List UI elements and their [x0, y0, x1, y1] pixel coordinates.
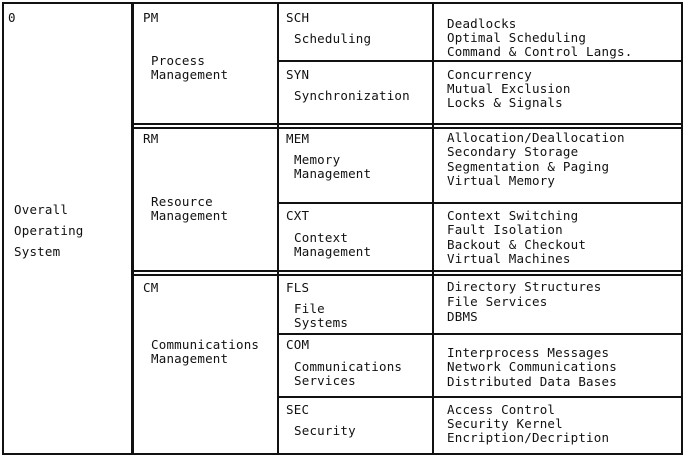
sub-name-fls-line-1: File [294, 301, 325, 316]
sub-divider-com-sec [279, 396, 683, 398]
sub-code-sec: SEC [286, 402, 310, 417]
item-fls-3: DBMS [447, 309, 478, 324]
sub-name-cxt-line-2: Management [294, 244, 372, 259]
item-cxt-4: Virtual Machines [447, 251, 571, 266]
item-sch-3: Command & Control Langs. [447, 44, 633, 59]
sub-code-mem: MEM [286, 131, 310, 146]
sub-name-mem-line-1: Memory [294, 152, 341, 167]
item-cxt-2: Fault Isolation [447, 222, 563, 237]
item-mem-2: Secondary Storage [447, 144, 579, 159]
group-divider-rm-cm-b [133, 274, 683, 276]
column-divider-3 [432, 2, 434, 455]
item-mem-3: Segmentation & Paging [447, 159, 610, 174]
root-name-line-3: System [14, 244, 61, 259]
group-code-rm: RM [143, 131, 159, 146]
sub-name-cxt-line-1: Context [294, 230, 349, 245]
group-name-pm-line-2: Management [151, 67, 229, 82]
group-divider-pm-rm-b [133, 127, 683, 129]
item-com-2: Network Communications [447, 359, 617, 374]
item-sec-2: Security Kernel [447, 416, 563, 431]
column-divider-2 [277, 2, 279, 455]
sub-divider-fls-com [279, 333, 683, 335]
item-mem-1: Allocation/Deallocation [447, 130, 625, 145]
item-cxt-1: Context Switching [447, 208, 579, 223]
sub-name-sch-line-1: Scheduling [294, 31, 372, 46]
sub-code-sch: SCH [286, 10, 310, 25]
group-divider-rm-cm-a [133, 270, 683, 272]
group-name-cm-line-2: Management [151, 351, 229, 366]
root-name-line-2: Operating [14, 223, 84, 238]
sub-divider-mem-cxt [279, 202, 683, 204]
item-sec-3: Encription/Decription [447, 430, 610, 445]
group-code-cm: CM [143, 280, 159, 295]
sub-name-fls-line-2: Systems [294, 315, 349, 330]
item-com-3: Distributed Data Bases [447, 374, 617, 389]
item-fls-1: Directory Structures [447, 279, 602, 294]
item-sch-1: Deadlocks [447, 16, 517, 31]
item-sch-2: Optimal Scheduling [447, 30, 587, 45]
sub-code-syn: SYN [286, 67, 310, 82]
sub-code-com: COM [286, 337, 310, 352]
item-syn-3: Locks & Signals [447, 95, 563, 110]
item-fls-2: File Services [447, 294, 548, 309]
item-syn-1: Concurrency [447, 67, 532, 82]
sub-name-syn-line-1: Synchronization [294, 88, 410, 103]
item-mem-4: Virtual Memory [447, 173, 556, 188]
group-name-rm-line-1: Resource [151, 194, 213, 209]
item-syn-2: Mutual Exclusion [447, 81, 571, 96]
sub-divider-sch-syn [279, 60, 683, 62]
group-code-pm: PM [143, 10, 159, 25]
sub-name-mem-line-2: Management [294, 166, 372, 181]
group-name-cm-line-1: Communications [151, 337, 260, 352]
column-divider-1 [131, 2, 134, 455]
group-name-pm-line-1: Process [151, 53, 206, 68]
root-code: 0 [8, 10, 16, 25]
sub-name-com-line-2: Services [294, 373, 356, 388]
group-name-rm-line-2: Management [151, 208, 229, 223]
item-sec-1: Access Control [447, 402, 556, 417]
item-com-1: Interprocess Messages [447, 345, 610, 360]
group-divider-pm-rm-a [133, 123, 683, 125]
sub-name-com-line-1: Communications [294, 359, 403, 374]
sub-name-sec-line-1: Security [294, 423, 356, 438]
sub-code-cxt: CXT [286, 208, 310, 223]
item-cxt-3: Backout & Checkout [447, 237, 587, 252]
sub-code-fls: FLS [286, 280, 310, 295]
root-name-line-1: Overall [14, 202, 69, 217]
